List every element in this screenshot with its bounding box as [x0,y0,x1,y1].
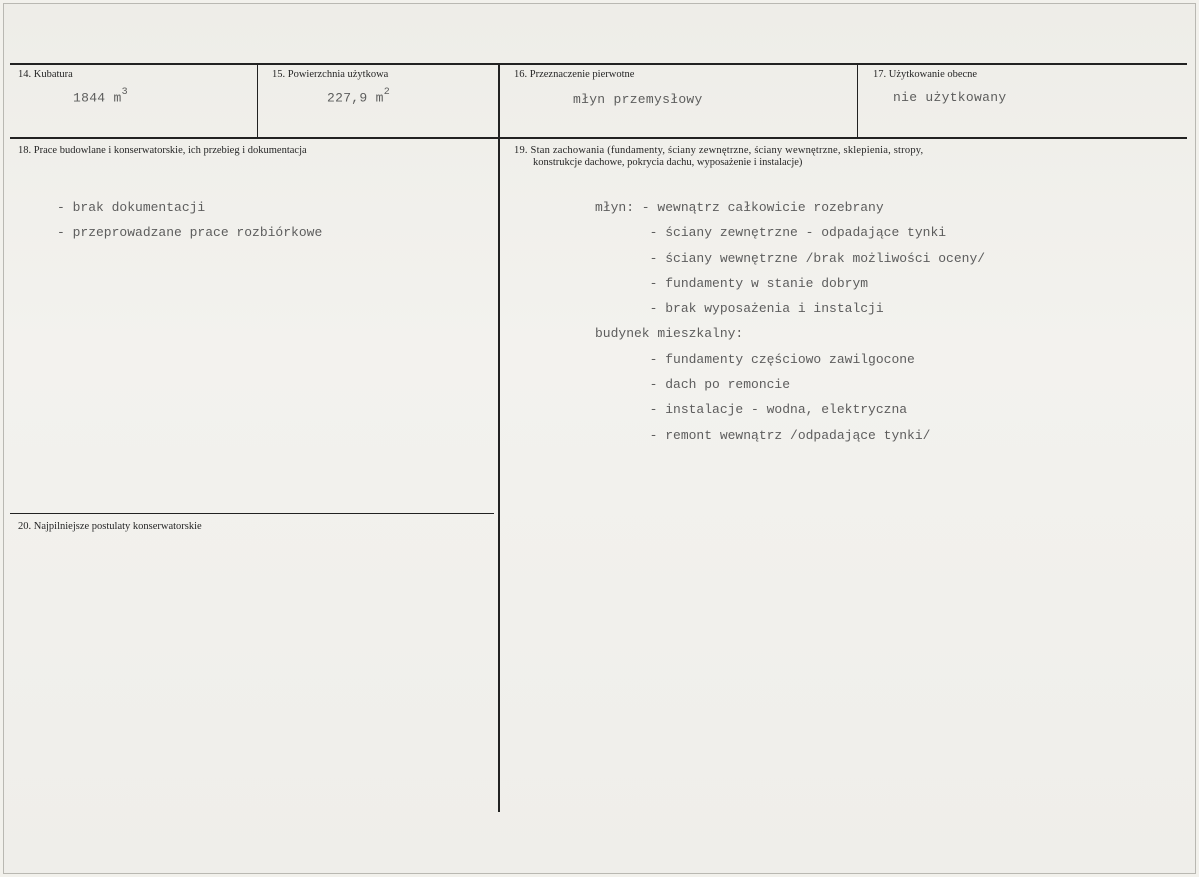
field-15-label: 15. Powierzchnia użytkowa [272,69,389,80]
field-19-line: - remont wewnątrz /odpadające tynki/ [595,427,931,443]
field-17-label: 17. Użytkowanie obecne [873,69,978,80]
field-15-unit: m [375,90,384,106]
field-16-value: młyn przemysłowy [573,92,703,107]
row-divider [10,137,1187,139]
field-19-line: - ściany zewnętrzne - odpadające tynki [595,225,947,241]
field-19-line: - instalacje - wodna, elektryczna [595,402,908,418]
field-19-label-line2: konstrukcje dachowe, pokrycia dachu, wyposażenie i instalacje) [533,157,803,168]
field-18-list [57,195,322,246]
field-19-list [595,195,985,448]
field-17-value: nie użytkowany [893,90,1007,105]
field-19-label-line1: 19. Stan zachowania (fundamenty, ściany zewnętrzne, ściany wewnętrzne, sklepienia, stropy, [514,145,924,156]
field-14-unit: m [113,90,122,106]
field-14-value [73,89,128,105]
col-divider-main [498,64,500,812]
field-19-line: - dach po remoncie [595,377,791,393]
field-19-line: młyn: - wewnątrz całkowicie rozebrany [595,200,884,215]
field-15-value [327,89,390,105]
field-16-label: 16. Przeznaczenie pierwotne [514,69,635,80]
field-19-line: - fundamenty w stanie dobrym [595,275,869,291]
field-14-number: 1844 [73,90,106,106]
section-20-rule [10,513,494,514]
top-rule [10,63,1187,65]
field-18-item: - brak dokumentacji [57,200,206,215]
col-divider-14-15 [257,64,258,138]
field-14-label: 14. Kubatura [18,69,73,80]
field-19-line: budynek mieszkalny: [595,326,744,342]
field-19-line: - brak wyposażenia i instalcji [595,301,884,317]
field-18-item: - przeprowadzane prace rozbiórkowe [57,225,323,241]
field-15-number: 227,9 [327,90,368,106]
field-19-line: - ściany wewnętrzne /brak możliwości oceny/ [595,250,986,266]
field-20-label: 20. Najpilniejsze postulaty konserwatorskie [18,521,202,532]
field-18-label: 18. Prace budowlane i konserwatorskie, ich przebieg i dokumentacja [18,145,307,156]
col-divider-16-17 [857,64,858,138]
field-19-line: - fundamenty częściowo zawilgocone [595,351,915,367]
field-14-unit-exponent: 3 [121,87,128,98]
field-15-unit-exponent: 2 [383,87,391,98]
